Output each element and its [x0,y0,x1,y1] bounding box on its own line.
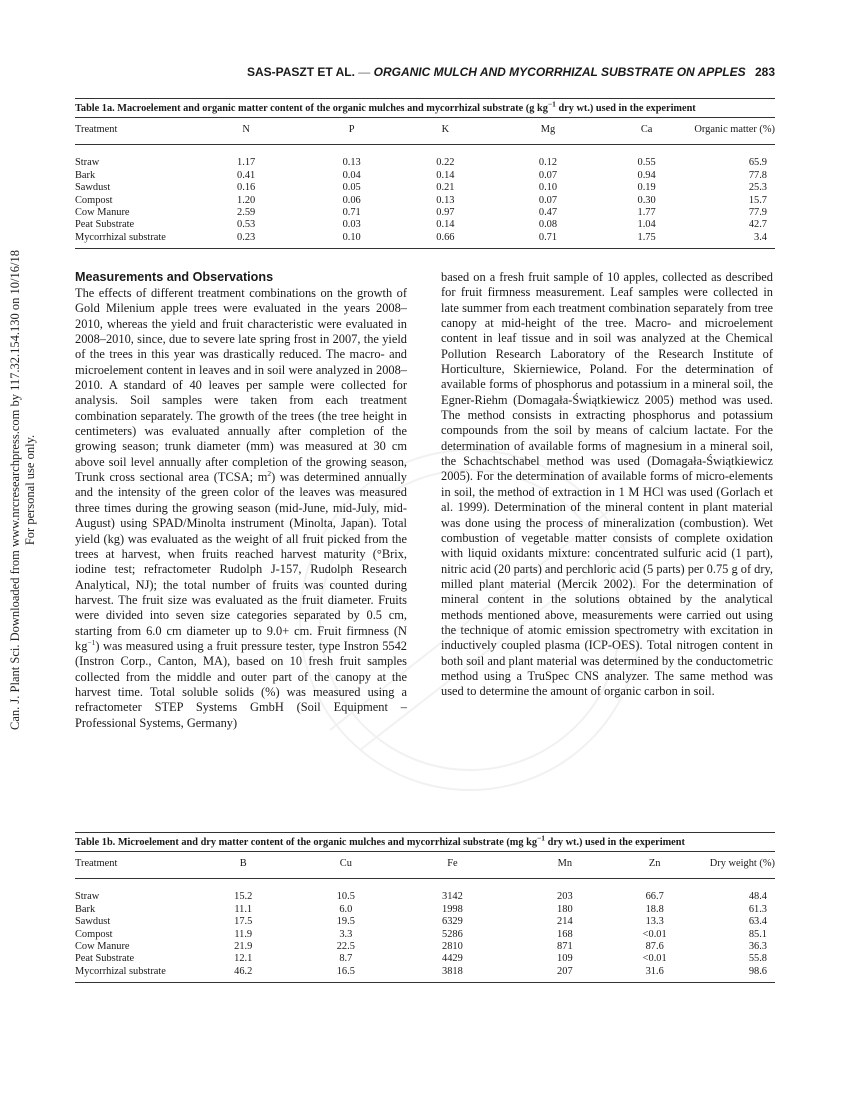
value-cell: 18.8 [645,903,664,915]
download-notice-line2: For personal use only. [23,434,37,546]
value-cell: 0.30 [637,194,656,206]
value-cell: 21.9 [234,941,253,953]
header-separator: — [358,65,371,79]
value-cell: 0.23 [192,232,300,249]
value-cell: 61.3 [748,903,767,915]
value-cell: 1998 [442,903,463,915]
value-cell: 0.41 [237,169,256,181]
value-cell: 11.1 [234,903,253,915]
value-cell: 203 [557,891,573,903]
table-1b-header-row [75,852,775,879]
value-cell: 11.9 [234,928,253,940]
value-cell: 2.59 [237,207,256,219]
text-segment: ) was measured using a fruit pressure tester, type Instron 5542 (Instron Corp., Canton, MA), based on 10 fresh fruit samples collected from the middle and outer part of the canopy at the harvest time. Total soluble solids (%) was measured using a refractometer STEP Systems GmbH (Soil Equipment – Professional Systems, Germany) [75,638,407,730]
col-header: K [403,118,488,145]
value-cell: 3.4 [685,232,775,249]
treatment-cell: Straw [75,891,100,903]
table-row [75,232,775,249]
treatment-cell: Sawdust [75,916,111,928]
value-cell: 0.22 [436,157,455,169]
value-cell: 0.97 [436,207,455,219]
table-row [75,916,775,928]
value-cell: 168 [557,928,573,940]
body-column-left [75,270,407,731]
value-cell: 109 [557,953,573,965]
table-1a-caption [75,98,775,118]
table-1a-caption-sup: −1 [547,99,556,109]
table-1b-grid [75,852,775,983]
col-header: Treatment [75,852,192,879]
value-cell: 3818 [397,966,508,983]
value-cell: 6329 [442,916,463,928]
value-cell: 63.4 [748,916,767,928]
treatment-cell: Cow Manure [75,941,130,953]
table-1b-caption-text: Table 1b. Microelement and dry matter content of the organic mulches and mycorrhizal substrate (mg kg [75,837,537,848]
paragraph-methods [75,286,407,731]
col-header: Organic matter (%) [685,118,775,145]
table-1a [75,98,775,249]
value-cell: 0.47 [538,207,558,219]
value-cell: 1.04 [637,219,656,231]
treatment-cell: Bark [75,169,96,181]
value-cell: 19.5 [336,916,355,928]
table-row [75,953,775,965]
col-header: Zn [622,852,687,879]
header-authors: SAS-PASZT ET AL. [246,65,355,79]
col-header: Ca [608,118,685,145]
value-cell: 0.05 [342,182,361,194]
paragraph-methods-continued: based on a fresh fruit sample of 10 apples, collected as described for fruit firmness measurement. Leaf samples were collected in late summer from each treatment combination separately from tree canopy at mid-height of the tree. Macro- and microelement content in leaf tissue and in soil was analyzed at the Chemical Pollution Research Laboratory of the Research Institute of Horticulture, Skierniewice, Poland. For the determination of available forms of phosphorus and potassium in a mineral soil, the Egner-Riehm (Domagała-Świątkiewicz 2005) method was used. The method consists in extracting phosphorus and potassium compounds from the soil by means of calcium lactate. For the determination of available forms of magnesium in a mineral soil, the Schachtschabel method was used (Domagała-Świątkiewicz 2005). For the determination of available forms of micro-elements in soil, the method of extraction in 1 M HCl was used (Gorlach et al. 1999). Determination of the mineral content in plant material was done using the process of mineralization (combustion). Wet combustion of vegetable matter consists of complete oxidation with liquid oxidants mixture: concentrated sulfuric acid (1 part), nitric acid (20 parts) and perchloric acid (5 parts) per 0.75 g of dry, milled plant material (Mercik 2002). For the determination of mineral content in the solutions obtained by the analytical methods mentioned above, measurements were carried out using the technique of atomic emission spectrometry with excitation in inductively coupled plasma (ICP-OES). Total nitrogen content in both soil and plant material was determined by the conductometric method using a TruSpec CNS analyzer. The same method was used to determine the amount of organic carbon in soil. [441,270,773,699]
value-cell: 0.10 [538,182,558,194]
value-cell: 0.71 [342,207,361,219]
treatment-cell: Compost [75,194,113,206]
value-cell: 0.19 [637,182,656,194]
treatment-cell: Peat Substrate [75,953,135,965]
value-cell: 10.5 [336,891,355,903]
table-1a-caption-text: Table 1a. Macroelement and organic matter content of the organic mulches and mycorrhizal substrate (g kg [75,103,548,114]
col-header: Dry weight (%) [687,852,775,879]
value-cell: 77.9 [748,207,767,219]
treatment-cell: Cow Manure [75,207,130,219]
table-row [75,145,775,170]
body-column-right [441,270,773,700]
value-cell: 15.2 [234,891,253,903]
table-row [75,941,775,953]
text-segment: The effects of different treatment combinations on the growth of Gold Milenium apple trees were evaluated in the years 2008–2010, whereas the yield and fruit characteristic were evaluated in 2008–2010, since, due to severe late spring frost in 2007, the yield of the trees in this year was drastically reduced. The macro- and microelement content in leaves and in soil were analyzed in 2008–2010. A standard of 40 leaves per sample were collected for analysis. Soil samples were taken from each treatment combination separately. The growth of the trees (the tree height in centimeters) was evaluated annually after completion of the growing season; trunk diameter (mm) was measured at 30 cm above soil level annually after completion of the growing season, Trunk cross sectional area (TCSA; m [75,286,407,485]
table-row [75,182,775,194]
value-cell: 0.14 [436,219,455,231]
value-cell: 207 [508,966,622,983]
col-header: Treatment [75,118,192,145]
section-heading: Measurements and Observations [75,270,274,284]
table-1b-caption [75,832,775,852]
value-cell: 0.13 [436,194,455,206]
superscript: 2 [267,469,272,478]
text-segment: ) was determined annually and the intensity of the green color of the leaves was measured three times during the growing season (mid-June, mid-July, mid-August) using SPAD/Minolta instrument (Minolta, Japan). Total yield (kg) was evaluated as the weight of all fruit picked from the trees at harvest, when fruits reached harvest maturity (°Brix, iodine test; refractometer Rudolph J-157, Rudolph Research Analytical, NJ); the total number of fruits was counted during harvest. The fruit size was evaluated as the fruit diameter. Fruits were divided into seven size categories separated by 0.5 cm, starting from 6.0 cm diameter up to 9.0+ cm. Fruit firmness (N kg [75,470,408,653]
treatment-cell: Mycorrhizal substrate [75,232,192,249]
value-cell: 66.7 [645,891,664,903]
value-cell: 87.6 [645,941,664,953]
treatment-cell: Compost [75,928,113,940]
value-cell: 0.07 [538,194,558,206]
value-cell: <0.01 [642,953,667,965]
table-row [75,195,775,207]
value-cell: 5286 [442,928,463,940]
table-row [75,904,775,916]
value-cell: 46.2 [192,966,295,983]
value-cell: 0.06 [342,194,361,206]
value-cell: 85.1 [748,928,767,940]
value-cell: 12.1 [234,953,253,965]
page-number: 283 [754,65,775,79]
col-header: P [300,118,403,145]
table-row [75,170,775,182]
table-1a-caption-end: dry wt.) used in the experiment [555,103,696,114]
value-cell: 180 [557,903,573,915]
value-cell: 0.55 [637,157,656,169]
value-cell: 1.75 [608,232,685,249]
value-cell: 15.7 [748,194,767,206]
table-row [75,966,775,983]
value-cell: 0.14 [436,169,455,181]
value-cell: 0.07 [538,169,558,181]
value-cell: 1.17 [237,157,256,169]
value-cell: 77.8 [748,169,767,181]
table-1a-header-row [75,118,775,145]
value-cell: 214 [557,916,573,928]
value-cell: 8.7 [339,953,353,965]
value-cell: 65.9 [748,157,767,169]
col-header: Cu [295,852,398,879]
value-cell: 3142 [442,891,463,903]
value-cell: 36.3 [748,941,767,953]
value-cell: 1.77 [637,207,656,219]
treatment-cell: Peat Substrate [75,219,135,231]
value-cell: 1.20 [237,194,256,206]
value-cell: 98.6 [687,966,775,983]
value-cell: 0.21 [436,182,455,194]
header-title: ORGANIC MULCH AND MYCORRHIZAL SUBSTRATE ON APPLES [373,65,746,79]
running-header [75,65,775,79]
col-header: Mn [508,852,622,879]
col-header: Fe [397,852,508,879]
table-row [75,879,775,904]
value-cell: 16.5 [295,966,398,983]
table-row [75,929,775,941]
value-cell: 0.08 [538,219,558,231]
treatment-cell: Bark [75,903,96,915]
treatment-cell: Sawdust [75,182,111,194]
value-cell: 4429 [442,953,463,965]
download-notice [4,240,44,740]
value-cell: 55.8 [748,953,767,965]
value-cell: 0.16 [237,182,256,194]
download-notice-line1: Can. J. Plant Sci. Downloaded from www.nrcresearchpress.com by 117.32.154.130 on 10/16/18 [8,250,22,730]
value-cell: 0.12 [538,157,558,169]
value-cell: 13.3 [645,916,664,928]
table-row [75,219,775,231]
col-header: B [192,852,295,879]
value-cell: 0.04 [342,169,361,181]
value-cell: 0.71 [488,232,608,249]
table-1a-grid [75,118,775,249]
value-cell: 871 [557,941,573,953]
table-1b-caption-sup: −1 [536,833,546,843]
value-cell: 6.0 [339,903,353,915]
value-cell: 0.10 [300,232,403,249]
value-cell: 17.5 [234,916,253,928]
treatment-cell: Straw [75,157,100,169]
value-cell: 0.94 [637,169,656,181]
treatment-cell: Mycorrhizal substrate [75,966,192,983]
table-1b-caption-end: dry wt.) used in the experiment [545,837,685,848]
value-cell: 0.03 [342,219,361,231]
value-cell: 48.4 [748,891,767,903]
table-row [75,207,775,219]
value-cell: 2810 [442,941,463,953]
superscript: −1 [87,637,96,647]
value-cell: 3.3 [339,928,353,940]
value-cell: 31.6 [622,966,687,983]
value-cell: 42.7 [748,219,767,231]
table-1b [75,832,775,983]
value-cell: 25.3 [748,182,767,194]
col-header: N [192,118,300,145]
value-cell: 0.66 [403,232,488,249]
value-cell: 0.13 [342,157,361,169]
col-header: Mg [488,118,608,145]
value-cell: 0.53 [237,219,256,231]
value-cell: <0.01 [642,928,667,940]
value-cell: 22.5 [336,941,355,953]
